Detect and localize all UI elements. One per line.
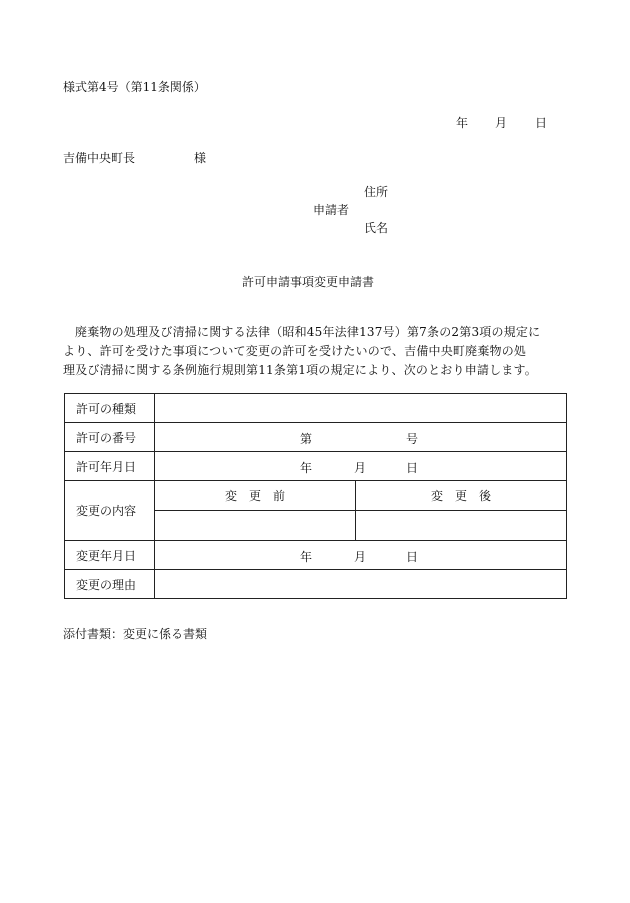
- table-row: [65, 452, 567, 481]
- form-number: 様式第4号（第11条関係）: [63, 80, 206, 94]
- table-row: [65, 570, 567, 599]
- addressee-name: 吉備中央町長: [63, 151, 136, 165]
- applicant-label: 申請者: [313, 203, 350, 217]
- date-month: 月: [495, 116, 508, 130]
- table-row: [65, 481, 567, 511]
- permit-date-year: 年: [300, 461, 313, 475]
- attachments-note: 添付書類：変更に係る書類: [63, 627, 208, 641]
- application-table: [64, 393, 567, 599]
- addressee-honorific: 様: [194, 151, 207, 165]
- change-reason-field[interactable]: [155, 570, 567, 599]
- date-day: 日: [535, 116, 548, 130]
- change-date-year: 年: [300, 550, 313, 564]
- date-year: 年: [456, 116, 469, 130]
- after-field[interactable]: [356, 511, 567, 541]
- permit-number-label: 許可の番号: [65, 423, 155, 452]
- permit-number-suffix: 号: [406, 432, 419, 446]
- change-date-day: 日: [406, 550, 419, 564]
- body-line: より、許可を受けた事項について変更の許可を受けたいので、吉備中央町廃棄物の処: [63, 344, 527, 358]
- permit-number-prefix: 第: [300, 432, 313, 446]
- table-row: [65, 394, 567, 423]
- applicant-name-label: 氏名: [364, 221, 389, 235]
- permit-date-label: 許可年月日: [65, 452, 155, 481]
- before-field[interactable]: [155, 511, 356, 541]
- permit-date-day: 日: [406, 461, 419, 475]
- body-line: 廃棄物の処理及び清掃に関する法律（昭和45年法律137号）第7条の2第3項の規定に: [75, 325, 541, 339]
- permit-date-month: 月: [354, 461, 367, 475]
- change-date-label: 変更年月日: [65, 541, 155, 570]
- change-reason-label: 変更の理由: [65, 570, 155, 599]
- body-paragraph: [63, 323, 568, 380]
- permit-date-field[interactable]: [155, 452, 567, 481]
- after-header: 変 更 後: [356, 481, 567, 511]
- permit-number-field[interactable]: [155, 423, 567, 452]
- change-content-label: 変更の内容: [65, 481, 155, 541]
- table-row: [65, 541, 567, 570]
- document-title: 許可申請事項変更申請書: [242, 275, 375, 289]
- body-line: 理及び清掃に関する条例施行規則第11条第1項の規定により、次のとおり申請します。: [63, 363, 537, 377]
- permit-type-field[interactable]: [155, 394, 567, 423]
- before-header: 変 更 前: [155, 481, 356, 511]
- permit-type-label: 許可の種類: [65, 394, 155, 423]
- applicant-address-label: 住所: [364, 185, 389, 199]
- change-date-month: 月: [354, 550, 367, 564]
- change-date-field[interactable]: [155, 541, 567, 570]
- table-row: [65, 423, 567, 452]
